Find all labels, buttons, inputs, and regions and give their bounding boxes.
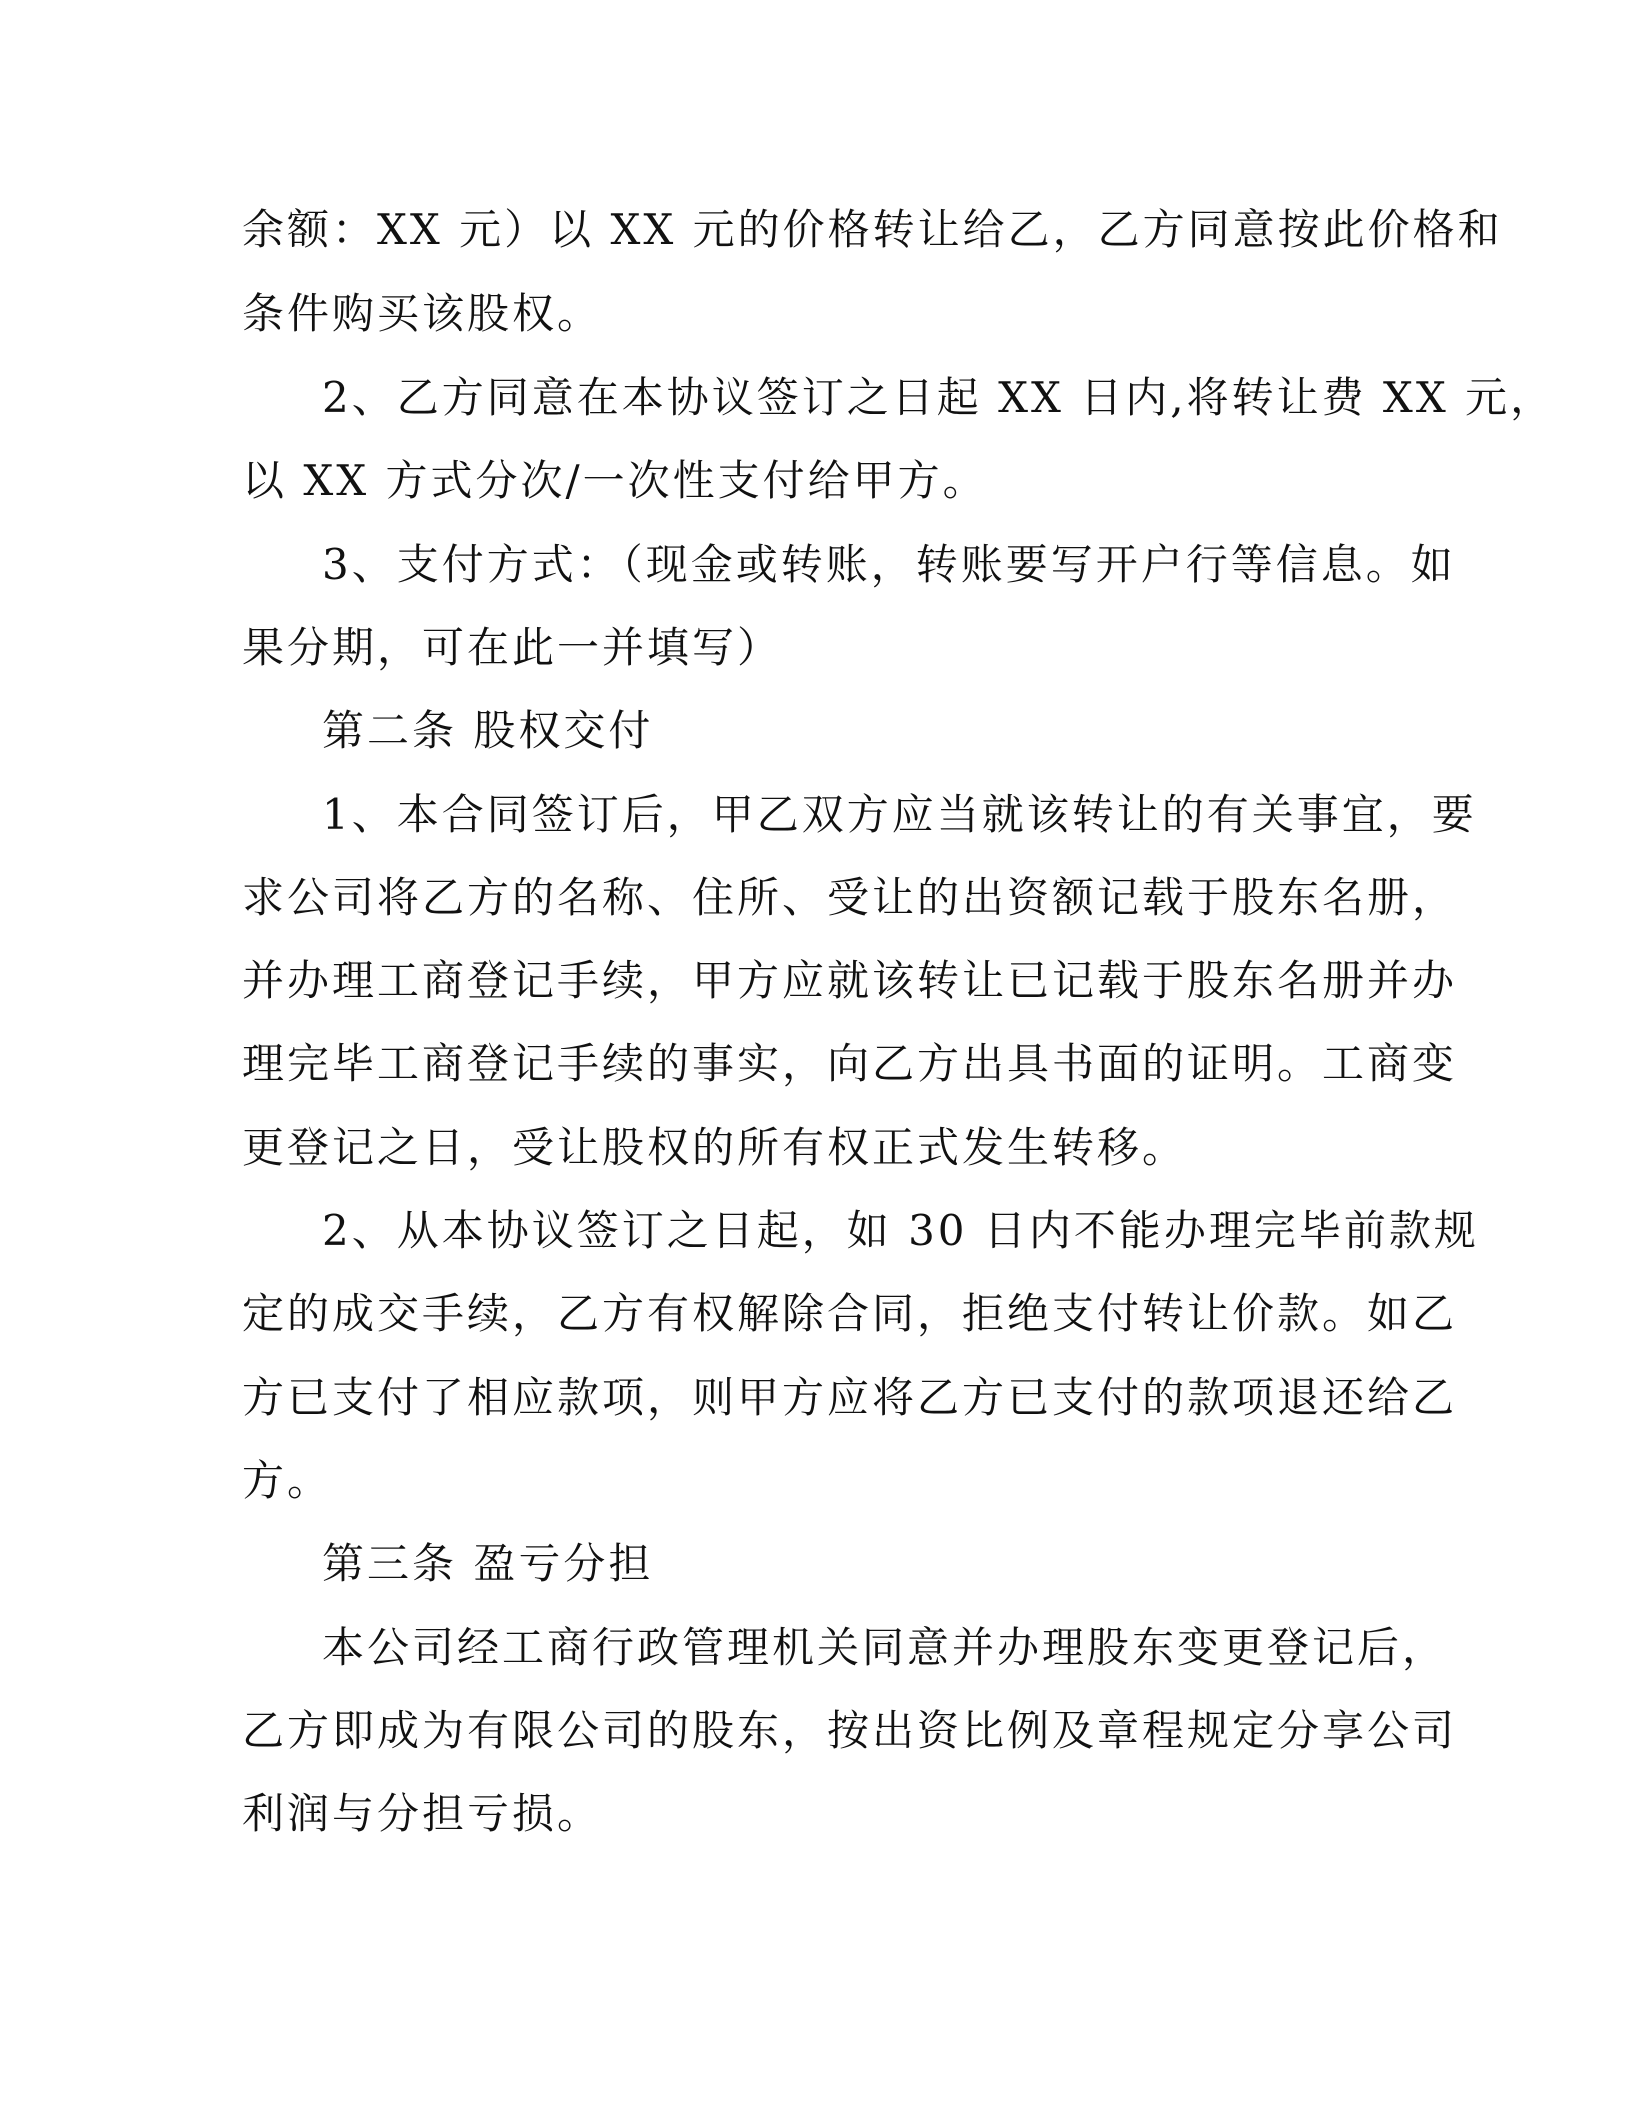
article-3-para-line-3: 利润与分担亏损。 (242, 1789, 603, 1838)
article-2-heading: 第二条 股权交付 (322, 706, 654, 755)
article-2-clause-2-line-1: 2、从本协议签订之日起，如 30 日内不能办理完毕前款规 (322, 1206, 1479, 1255)
article-2-clause-1-line-4: 理完毕工商登记手续的事实，向乙方出具书面的证明。工商变 (242, 1039, 1458, 1088)
article-3-heading: 第三条 盈亏分担 (322, 1539, 654, 1588)
article-2-clause-1-line-1: 1、本合同签订后，甲乙双方应当就该转让的有关事宜，要 (322, 790, 1477, 839)
text-line-1: 余额：XX 元）以 XX 元的价格转让给乙，乙方同意按此价格和 (242, 205, 1503, 254)
article-3-para-line-2: 乙方即成为有限公司的股东，按出资比例及章程规定分享公司 (242, 1706, 1458, 1755)
article-2-clause-2-line-4: 方。 (242, 1456, 333, 1505)
clause-2-line-1: 2、乙方同意在本协议签订之日起 XX 日内,将转让费 XX 元， (322, 373, 1556, 422)
article-2-clause-1-line-5: 更登记之日，受让股权的所有权正式发生转移。 (242, 1123, 1188, 1172)
clause-3-line-2: 果分期，可在此一并填写） (242, 623, 783, 672)
text-line-2: 条件购买该股权。 (242, 289, 603, 338)
article-2-clause-1-line-2: 求公司将乙方的名称、住所、受让的出资额记载于股东名册， (242, 873, 1458, 922)
article-3-para-line-1: 本公司经工商行政管理机关同意并办理股东变更登记后， (322, 1623, 1448, 1672)
clause-2-line-2: 以 XX 方式分次/一次性支付给甲方。 (242, 456, 988, 505)
article-2-clause-2-line-3: 方已支付了相应款项，则甲方应将乙方已支付的款项退还给乙 (242, 1373, 1458, 1422)
article-2-clause-2-line-2: 定的成交手续，乙方有权解除合同，拒绝支付转让价款。如乙 (242, 1289, 1458, 1338)
article-2-clause-1-line-3: 并办理工商登记手续，甲方应就该转让已记载于股东名册并办 (242, 956, 1458, 1005)
clause-3-line-1: 3、支付方式：（现金或转账，转账要写开户行等信息。如 (322, 540, 1456, 589)
